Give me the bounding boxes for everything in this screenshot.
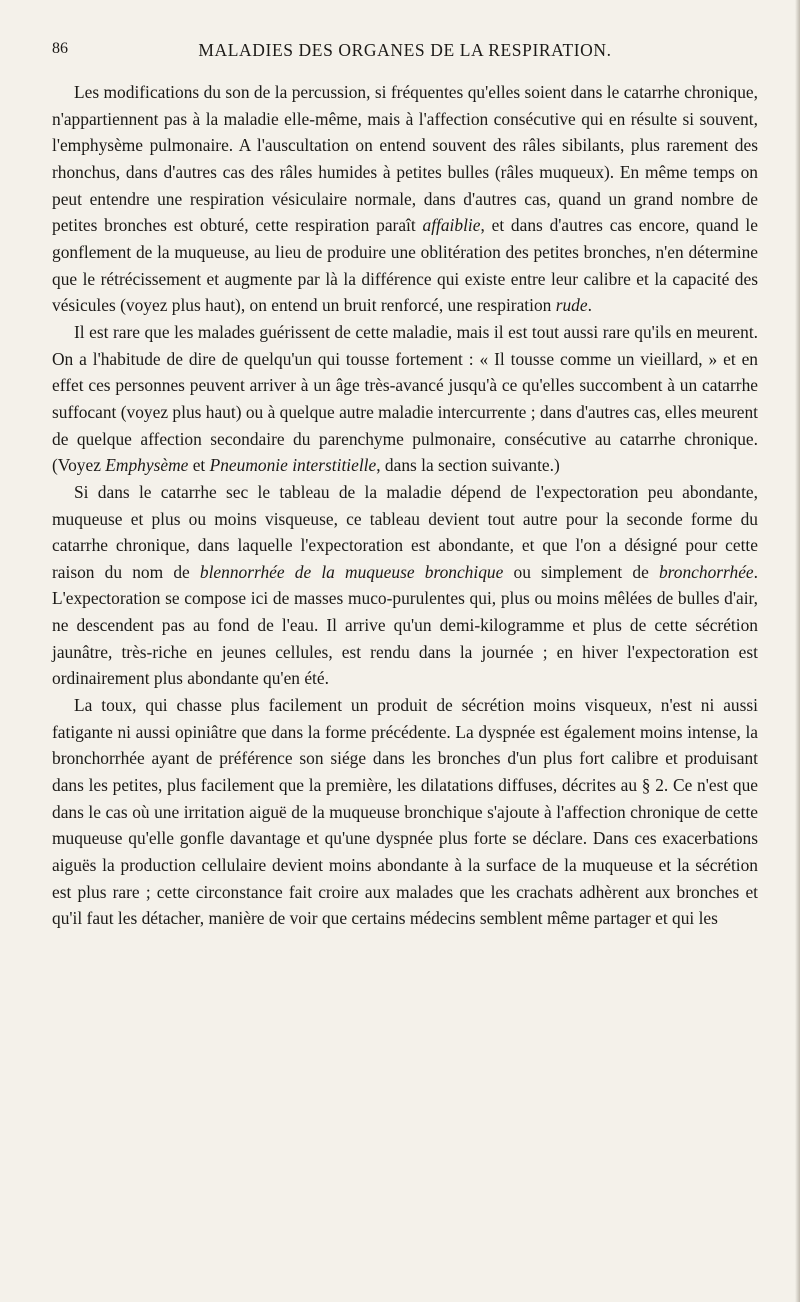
page-number: 86 <box>52 40 68 57</box>
text-run: , dans la section suivante.) <box>376 455 560 476</box>
italic-term: Emphysème <box>105 455 189 476</box>
italic-term: blennorrhée de la muqueuse bronchique <box>199 561 504 582</box>
paragraph <box>52 319 758 479</box>
body-text <box>52 79 758 932</box>
text-run: . <box>587 295 592 316</box>
text-run: , et dans d'autres cas encore, quand le gonflement de la muqueuse, au lieu de produire une oblitération des petites bronches, n'en détermine que le rétrécissement et augmente par là la différence qui existe entre leur calibre et la capacité des vésicules (voyez plus haut), on entend un bruit renforcé, une respiration <box>52 215 758 316</box>
page-header <box>52 38 758 68</box>
running-title: MALADIES DES ORGANES DE LA RESPIRATION. <box>198 40 612 60</box>
italic-term: rude <box>555 295 588 316</box>
italic-term: Pneumonie interstitielle <box>209 455 377 476</box>
paragraph <box>52 479 758 692</box>
text-run: Il est rare que les malades guérissent de cette maladie, mais il est tout aussi rare qu'ils en meurent. On a l'habitude de dire de quelqu'un qui tousse fortement : « Il tousse comme un vieillard, » et en effet ces personnes peuvent arriver à un âge très-avancé jusqu'à ce qu'elles succombent à un catarrhe suffocant (voyez plus haut) ou à quelque autre maladie intercurrente ; dans d'autres cas, elles meurent de quelque affection secondaire du parenchyme pulmonaire, consécutive au catarrhe chronique. (Voyez <box>52 321 758 476</box>
paragraph <box>52 692 758 932</box>
text-run: Les modifications du son de la percussion, si fréquentes qu'elles soient dans le catarrhe chronique, n'appartiennent pas à la maladie elle-même, mais à l'affection consécutive qui en résulte si souvent, l'emphysème pulmonaire. A l'auscultation on entend souvent des râles sibilants, plus rarement des rhonchus, dans d'autres cas des râles humides à petites bulles (râles muqueux). En même temps on peut entendre une respiration vésiculaire normale, dans d'autres cas, quand un grand nombre de petites bronches est obturé, cette respiration paraît <box>52 82 758 236</box>
text-run: ou simplement de <box>503 561 659 582</box>
page-edge-shadow <box>795 0 800 1302</box>
text-run: et <box>188 455 210 476</box>
italic-term: bronchorrhée <box>658 561 754 582</box>
text-run: Si dans le catarrhe sec le tableau de la maladie dépend de l'expectoration peu abondante, muqueuse et plus ou moins visqueuse, ce tableau devient tout autre pour la seconde forme du catarrhe chronique, dans laquelle l'expectoration est abondante, et que l'on a désigné pour cette raison du nom de <box>52 481 758 582</box>
text-run: . L'expectoration se compose ici de masses muco-purulentes qui, plus ou moins mêlées de bulles d'air, ne descendent pas au fond de l'eau. Il arrive qu'un demi-kilogramme et plus de cette sécrétion jaunâtre, très-riche en jeunes cellules, est rendu dans la journée ; en hiver l'expectoration est ordinairement plus abondante qu'en été. <box>52 561 758 689</box>
paragraph <box>52 79 758 319</box>
italic-term: affaiblie <box>422 215 481 236</box>
text-run: La toux, qui chasse plus facilement un produit de sécrétion moins visqueux, n'est ni aussi fatigante ni aussi opiniâtre que dans la forme précédente. La dyspnée est également moins intense, la bronchorrhée ayant de préférence son siége dans les bronches d'un plus fort calibre et produisant dans les petites, plus facilement que la première, les dilatations diffuses, décrites au § 2. Ce n'est que dans le cas où une irritation aiguë de la muqueuse bronchique s'ajoute à l'affection chronique de cette muqueuse qu'elle gonfle davantage et qu'une dyspnée plus forte se déclare. Dans ces exacerbations aiguës la production cellulaire devient moins abondante à la surface de la muqueuse et la sécrétion est plus rare ; cette circonstance fait croire aux malades que les crachats adhèrent aux bronches et qu'il faut les détacher, manière de voir que certains médecins semblent même partager et qui les <box>52 695 758 929</box>
book-page <box>52 38 758 932</box>
